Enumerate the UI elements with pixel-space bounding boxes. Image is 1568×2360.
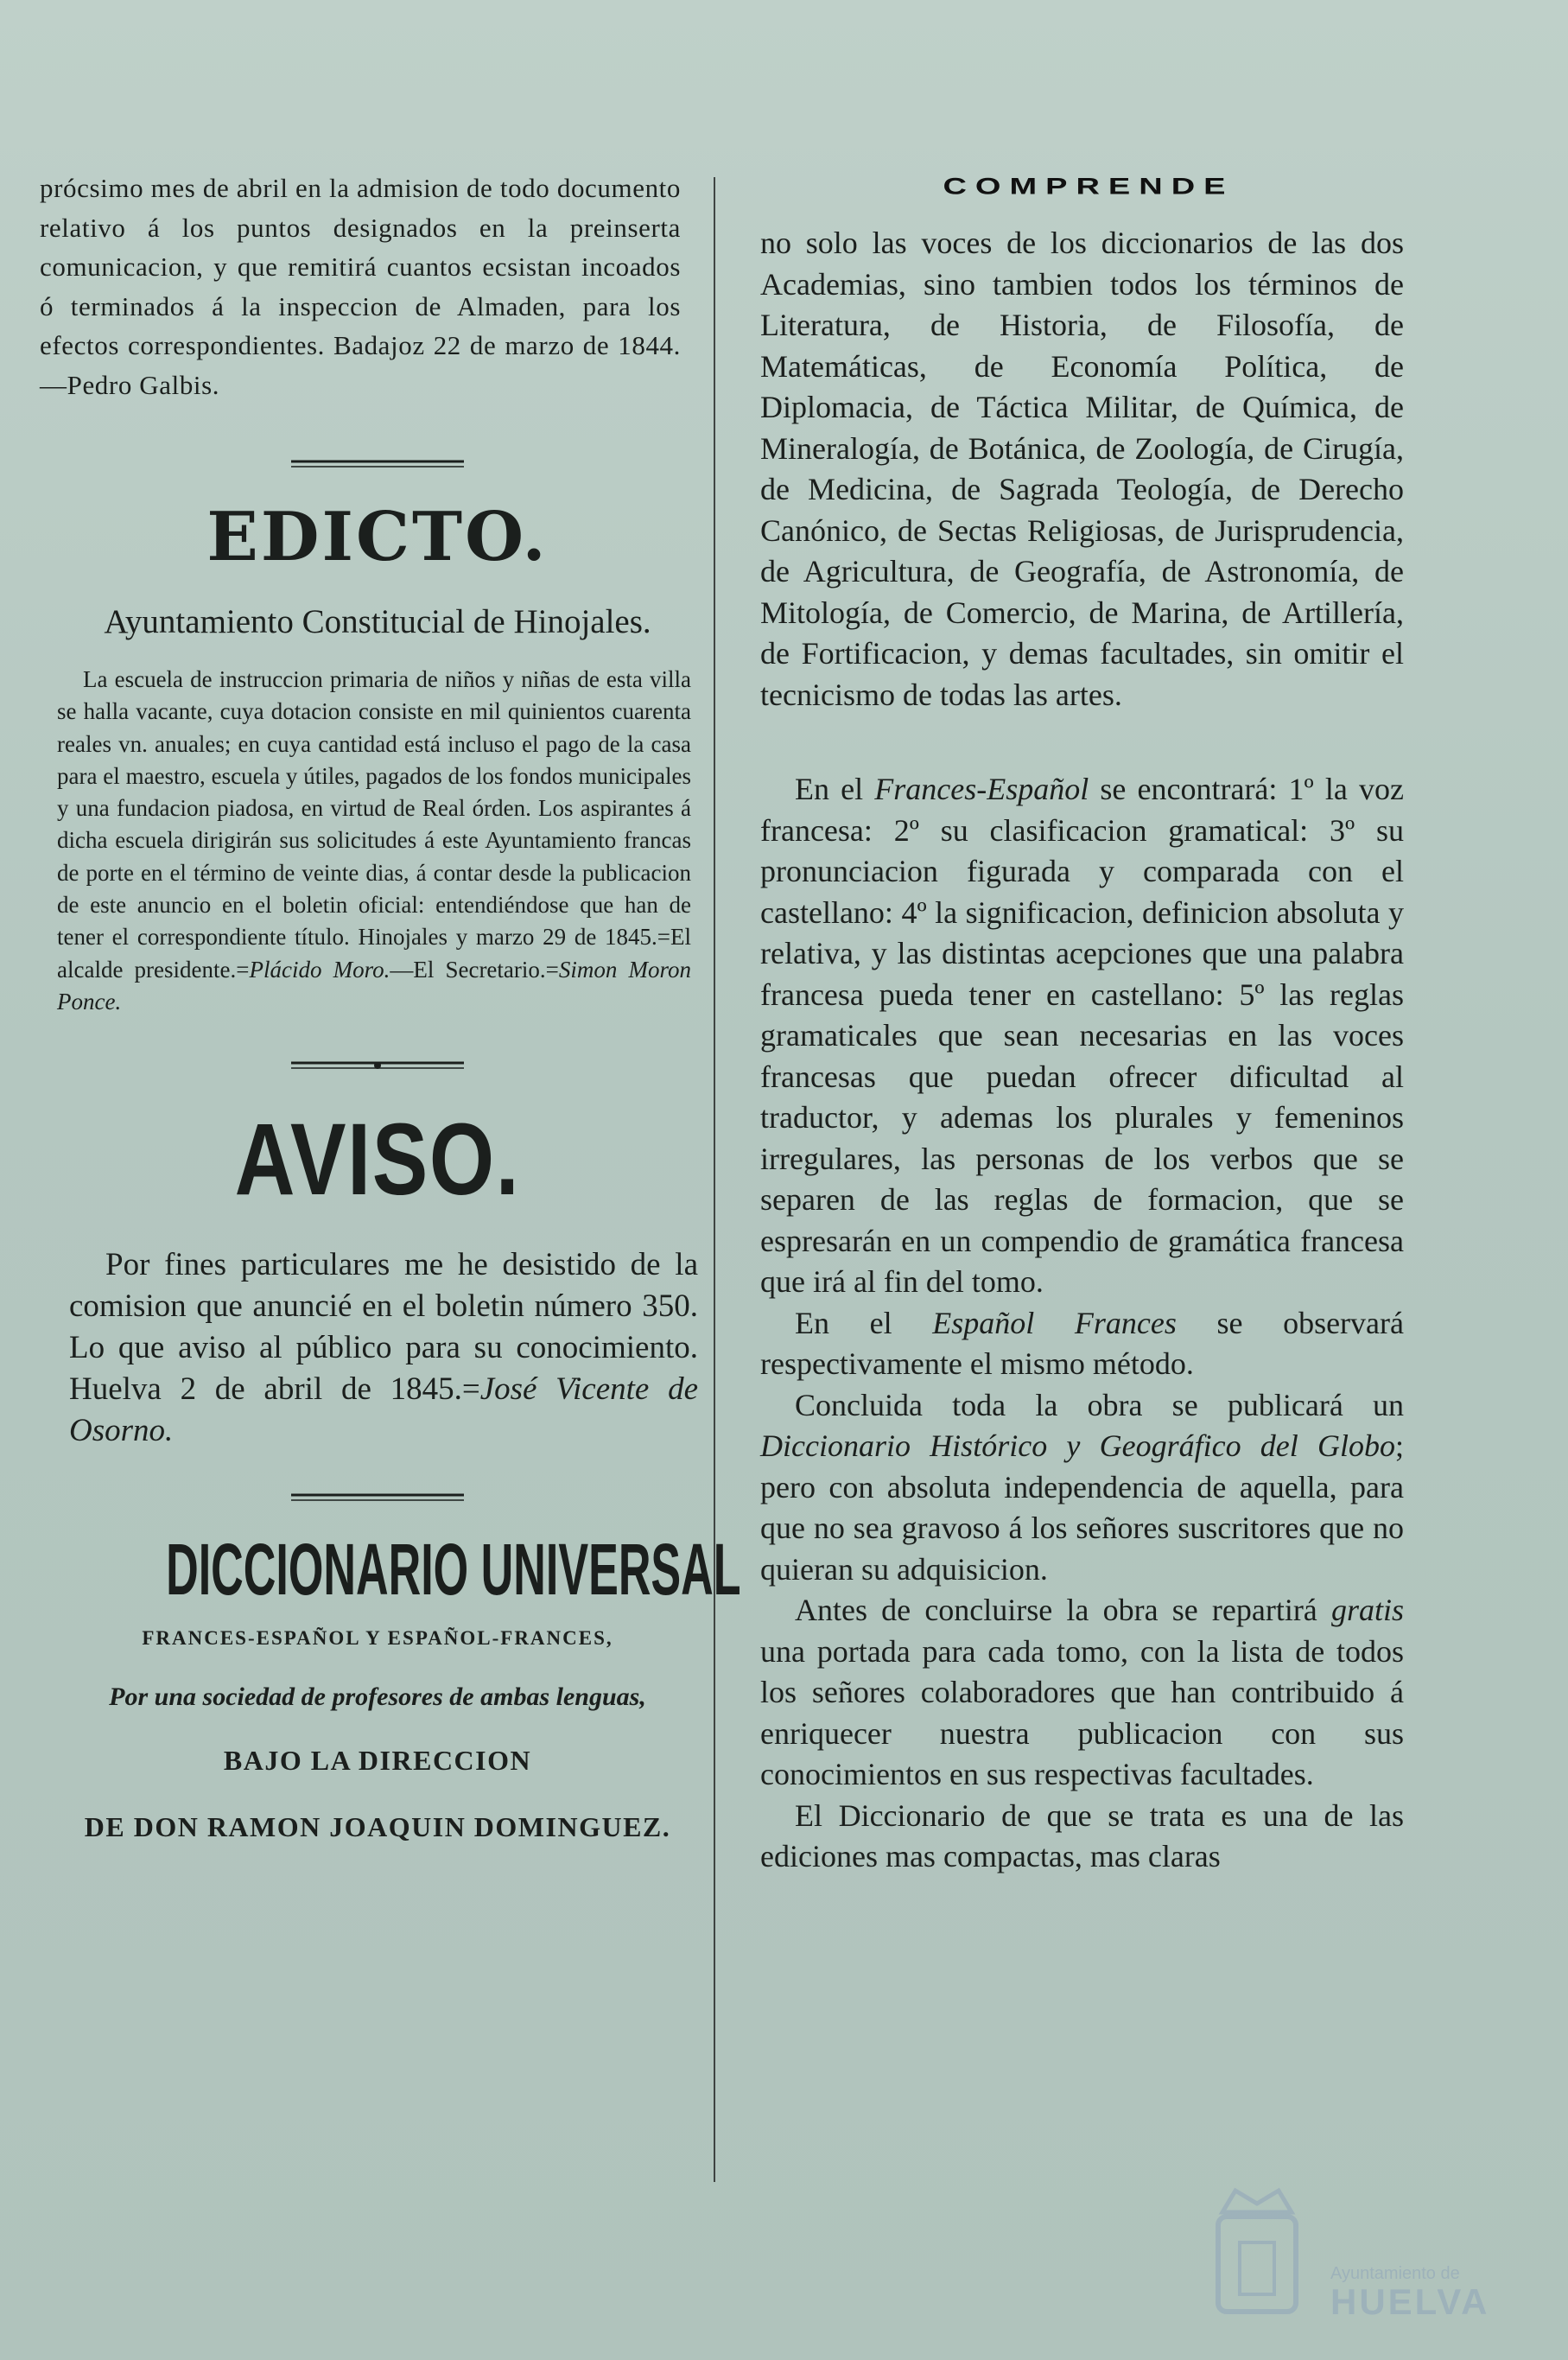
right-column xyxy=(760,169,1434,1878)
comprende-paragraph: no solo las voces de los diccionarios de las dos Academias, sino tambien todos los términos de Literatura, de Historia, de Filosofía, de Matemáticas, de Economía Política, de Diplomacia, de Táctica Militar, de Química, de Mineralogía, de Botánica, de Zoología, de Cirugía, de Medicina, de Sagrada Teología, de Derecho Canónico, de Sectas Religiosas, de Jurisprudencia, de Agricultura, de Geografía, de Astronomía, de Mitología, de Comercio, de Marina, de Artillería, de Fortificacion, y demas facultades, sin omitir el tecnicismo de todas las artes. xyxy=(760,226,1404,712)
ornament-divider-3 xyxy=(291,1492,464,1504)
p2-end: se encontrará: 1º la voz francesa: 2º su clasificacion gramatical: 3º su pronunciacion figurada y comparada con el castellano: 4º la significacion, definicion absoluta y relativa, y las distintas acepciones que una palabra francesa pueda tener en castellano: 5º las reglas gramaticales que sean necesarias en las voces francesas que puedan ofrecer dificultad al traductor, y ademas los plurales y femeninos irregulares, las personas de los verbos que se separen de las reglas de formacion, que se espresarán en un compendio de gramática francesa que irá al fin del tomo. xyxy=(760,772,1404,1299)
edicto-body xyxy=(57,664,691,1018)
p5-start: Antes de concluirse la obra se repartirá xyxy=(795,1593,1331,1627)
edicto-signature-1: Plácido Moro. xyxy=(249,956,390,983)
p2-start: En el xyxy=(795,772,875,806)
p5-italic: gratis xyxy=(1330,1593,1404,1627)
edicto-title: EDICTO. xyxy=(206,498,549,576)
diccionario-title: DICCIONARIO UNIVERSAL xyxy=(166,1529,741,1611)
aviso-body xyxy=(69,1244,698,1452)
aviso-signature: José Vicente de Osorno. xyxy=(69,1371,698,1449)
ornament-divider-1 xyxy=(291,458,464,470)
continuation-paragraph: prócsimo mes de abril en la admision de todo documento relativo á los puntos designados en la preinserta comunicacion, y que remitirá cuantos ecsistan incoados ó terminados á la inspeccion de Almaden, para los efectos correspondientes. Badajoz 22 de marzo de 1844.—Pedro Galbis. xyxy=(40,173,681,400)
diccionario-closing-paragraph: El Diccionario de que se trata es una de las ediciones mas compactas, mas claras xyxy=(760,1797,1404,1873)
crest-icon xyxy=(1201,2182,1313,2320)
edicto-text: La escuela de instruccion primaria de niños y niñas de esta villa se halla vacante, cuya dotacion consiste en mil quinientos cuarenta reales vn. anuales; en cuya cantidad está incluso el pago de la casa para el maestro, escuela y útiles, pagados de los fondos municipales y una fundacion piadosa, en virtud de Real órden. Los aspirantes á dicha escuela dirigirán sus solicitudes á este Ayuntamiento francas de porte en el término de veinte dias, á contar desde la publicacion de este anuncio en el boletin oficial: entendiéndose que han de tener el correspondiente título. Hinojales y marzo 29 de 1845.=El alcalde presidente.= xyxy=(57,666,691,983)
edicto-signature-2: Simon Moron Ponce. xyxy=(57,956,691,1015)
comprende-heading: COMPRENDE xyxy=(943,174,1235,200)
diccionario-society: Por una sociedad de profesores de ambas lenguas, xyxy=(109,1683,646,1712)
aviso-title: AVISO. xyxy=(234,1103,521,1218)
diccionario-direction-2: DE DON RAMON JOAQUIN DOMINGUEZ. xyxy=(84,1811,671,1843)
p4-end: ; pero con absoluta independencia de aquella, para que no sea gravoso á los señores suscritores que no quieran su adquisicion. xyxy=(760,1428,1404,1587)
edicto-signature-mid: —El Secretario.= xyxy=(390,956,559,983)
left-column xyxy=(36,169,741,1878)
diccionario-direction-1: BAJO LA DIRECCION xyxy=(223,1745,532,1777)
concluida-paragraph xyxy=(760,1385,1404,1591)
ornament-divider-2 xyxy=(291,1059,464,1072)
watermark-line-2: HUELVA xyxy=(1330,2281,1490,2322)
huelva-watermark xyxy=(1201,2182,1512,2320)
antes-paragraph xyxy=(760,1590,1404,1796)
frances-espanol-paragraph xyxy=(760,769,1404,1303)
p2-italic: Frances-Español xyxy=(874,772,1089,806)
watermark-line-1: Ayuntamiento de xyxy=(1330,2264,1460,2283)
p4-italic: Diccionario Histórico y Geográfico del Globo xyxy=(760,1428,1395,1463)
espanol-frances-paragraph xyxy=(760,1303,1404,1385)
diccionario-subtitle: FRANCES-ESPAÑOL Y ESPAÑOL-FRANCES, xyxy=(142,1627,613,1650)
paragraph-gap xyxy=(760,716,1434,769)
p5-end: una portada para cada tomo, con la lista de todos los señores colaboradores que han contribuido á enriquecer nuestra publicacion con sus conocimientos en sus respectivas facultades. xyxy=(760,1633,1404,1791)
aviso-text: Por fines particulares me he desistido de la comision que anuncié en el boletin número 350. Lo que aviso al público para su conocimiento. Huelva 2 de abril de 1845.= xyxy=(69,1247,698,1408)
p4-start: Concluida toda la obra se publicará un xyxy=(795,1387,1404,1422)
p3-start: En el xyxy=(795,1305,933,1340)
p3-italic: Español Frances xyxy=(932,1305,1177,1340)
edicto-subtitle: Ayuntamiento Constitucial de Hinojales. xyxy=(104,603,651,640)
p3-end: se observará respectivamente el mismo método. xyxy=(760,1305,1404,1381)
